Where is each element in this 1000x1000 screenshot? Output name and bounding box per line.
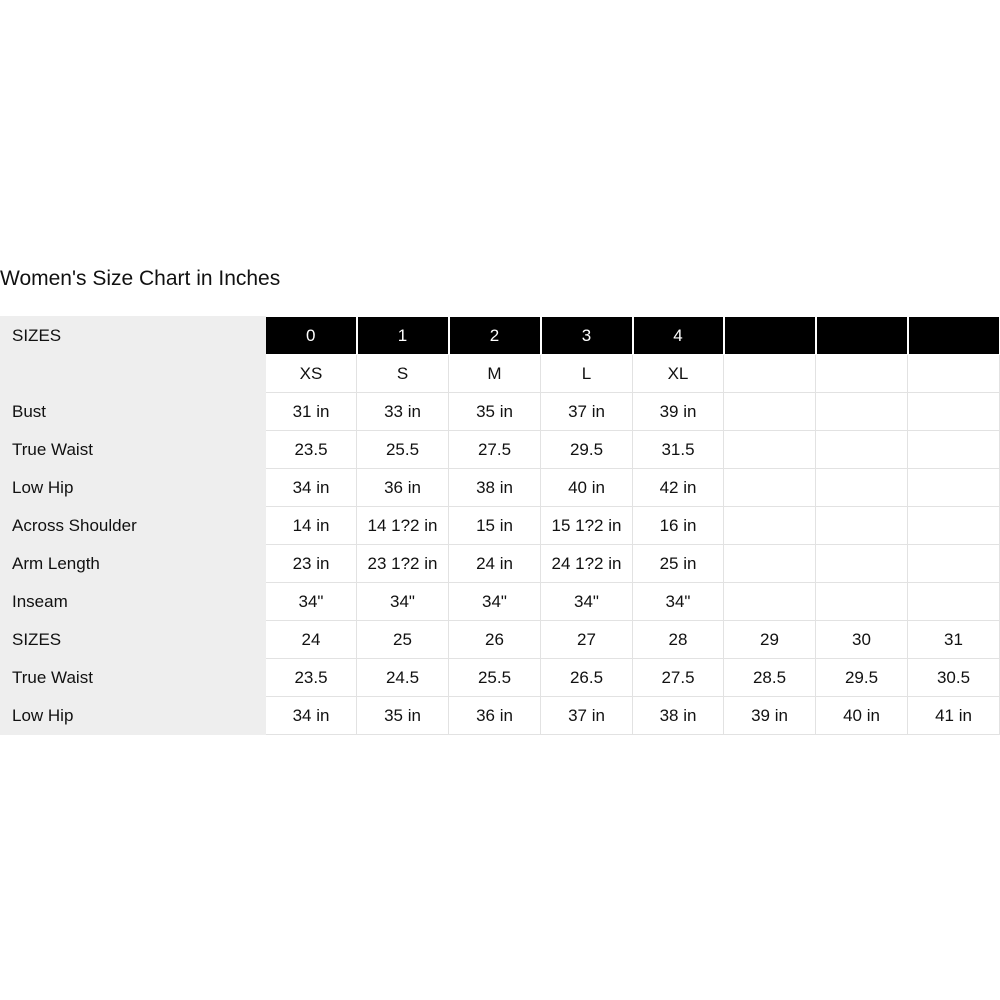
table-cell: 28.5: [724, 659, 816, 697]
table-cell: 28: [633, 621, 724, 659]
table-cell: 24 1?2 in: [541, 545, 633, 583]
row-label: True Waist: [1, 431, 266, 469]
row-label: SIZES: [1, 621, 266, 659]
header-size-cell: [908, 317, 1000, 355]
table-row: [1, 469, 1000, 507]
table-cell: 33 in: [357, 393, 449, 431]
header-size-cell: [816, 317, 908, 355]
table-cell: 23.5: [266, 431, 357, 469]
table-cell: 34": [541, 583, 633, 621]
table-cell: [908, 507, 1000, 545]
table-cell: [816, 393, 908, 431]
table-cell: 34": [266, 583, 357, 621]
table-cell: 31: [908, 621, 1000, 659]
table-cell: [816, 545, 908, 583]
table-cell: [724, 469, 816, 507]
table-cell: 34 in: [266, 469, 357, 507]
table-cell: 31.5: [633, 431, 724, 469]
table-cell: XS: [266, 355, 357, 393]
table-cell: M: [449, 355, 541, 393]
table-cell: 42 in: [633, 469, 724, 507]
table-cell: S: [357, 355, 449, 393]
table-cell: [908, 393, 1000, 431]
table-row: [1, 621, 1000, 659]
table-cell: 35 in: [357, 697, 449, 735]
table-row: [1, 507, 1000, 545]
table-cell: [908, 355, 1000, 393]
table-cell: 24: [266, 621, 357, 659]
table-cell: 31 in: [266, 393, 357, 431]
row-label: [1, 355, 266, 393]
row-label: Arm Length: [1, 545, 266, 583]
table-cell: XL: [633, 355, 724, 393]
table-cell: 36 in: [449, 697, 541, 735]
table-cell: [908, 469, 1000, 507]
table-cell: [816, 469, 908, 507]
table-cell: [816, 431, 908, 469]
header-size-cell: [724, 317, 816, 355]
chart-title: Women's Size Chart in Inches: [0, 267, 281, 290]
table-row: [1, 431, 1000, 469]
header-size-cell: 1: [357, 317, 449, 355]
table-row: [1, 659, 1000, 697]
table-cell: [908, 431, 1000, 469]
table-cell: 40 in: [541, 469, 633, 507]
header-row: [1, 317, 1000, 355]
header-size-cell: 4: [633, 317, 724, 355]
table-cell: 37 in: [541, 393, 633, 431]
table-cell: 36 in: [357, 469, 449, 507]
table-cell: 25.5: [449, 659, 541, 697]
table-cell: [724, 507, 816, 545]
row-label: Across Shoulder: [1, 507, 266, 545]
table-cell: 40 in: [816, 697, 908, 735]
table-cell: 38 in: [449, 469, 541, 507]
table-row: [1, 393, 1000, 431]
header-label: SIZES: [1, 317, 266, 355]
table-cell: [908, 583, 1000, 621]
table-row: [1, 697, 1000, 735]
table-cell: 35 in: [449, 393, 541, 431]
table-cell: 25.5: [357, 431, 449, 469]
table-row: [1, 355, 1000, 393]
table-cell: 26: [449, 621, 541, 659]
row-label: Bust: [1, 393, 266, 431]
table-cell: L: [541, 355, 633, 393]
table-cell: 29.5: [816, 659, 908, 697]
table-cell: 24 in: [449, 545, 541, 583]
table-cell: 38 in: [633, 697, 724, 735]
row-label: Low Hip: [1, 697, 266, 735]
table-cell: [816, 583, 908, 621]
table-cell: 26.5: [541, 659, 633, 697]
table-cell: [724, 393, 816, 431]
table-cell: 24.5: [357, 659, 449, 697]
table-cell: 27.5: [633, 659, 724, 697]
header-size-cell: 3: [541, 317, 633, 355]
table-cell: 27: [541, 621, 633, 659]
table-cell: 23 in: [266, 545, 357, 583]
table-cell: 25 in: [633, 545, 724, 583]
row-label: Low Hip: [1, 469, 266, 507]
table-cell: 29.5: [541, 431, 633, 469]
table-cell: 30: [816, 621, 908, 659]
table-cell: 34": [633, 583, 724, 621]
row-label: Inseam: [1, 583, 266, 621]
table-cell: 34": [449, 583, 541, 621]
table-cell: [816, 355, 908, 393]
table-cell: 29: [724, 621, 816, 659]
table-cell: 34 in: [266, 697, 357, 735]
table-cell: 39 in: [633, 393, 724, 431]
table-row: [1, 545, 1000, 583]
size-table: [0, 316, 1000, 735]
table-cell: [908, 545, 1000, 583]
table-cell: 23 1?2 in: [357, 545, 449, 583]
table-cell: 41 in: [908, 697, 1000, 735]
table-row: [1, 583, 1000, 621]
table-cell: 34": [357, 583, 449, 621]
table-cell: 16 in: [633, 507, 724, 545]
table-cell: 23.5: [266, 659, 357, 697]
table-cell: 37 in: [541, 697, 633, 735]
table-cell: [724, 431, 816, 469]
table-cell: 39 in: [724, 697, 816, 735]
table-cell: [724, 545, 816, 583]
table-cell: 14 1?2 in: [357, 507, 449, 545]
header-size-cell: 2: [449, 317, 541, 355]
table-cell: 15 1?2 in: [541, 507, 633, 545]
table-cell: [724, 583, 816, 621]
table-cell: 30.5: [908, 659, 1000, 697]
table-cell: 14 in: [266, 507, 357, 545]
row-label: True Waist: [1, 659, 266, 697]
header-size-cell: 0: [266, 317, 357, 355]
table-cell: [724, 355, 816, 393]
table-cell: [816, 507, 908, 545]
table-cell: 27.5: [449, 431, 541, 469]
table-cell: 25: [357, 621, 449, 659]
table-cell: 15 in: [449, 507, 541, 545]
